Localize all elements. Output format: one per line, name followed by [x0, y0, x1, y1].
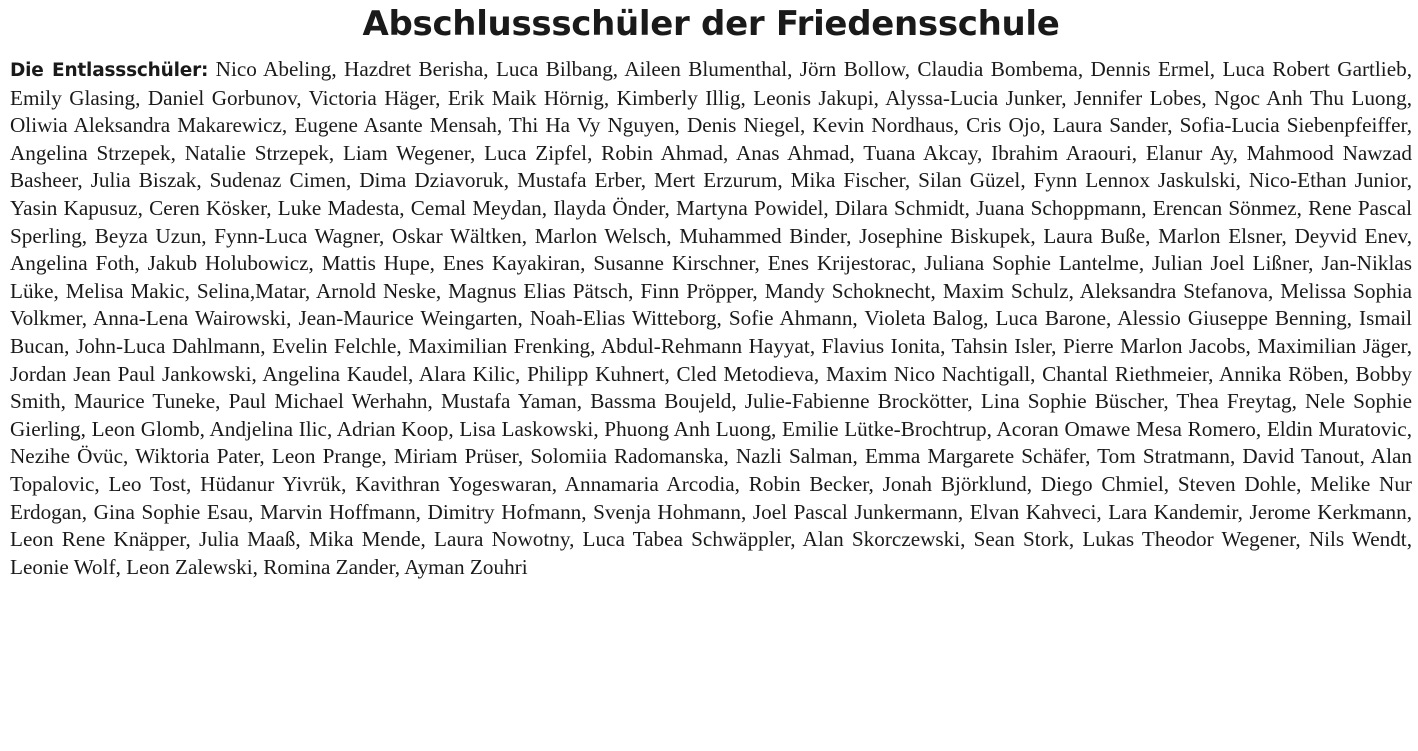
graduates-list: Nico Abeling, Hazdret Berisha, Luca Bilbang, Aileen Blumenthal, Jörn Bollow, Claudia Bombema, Dennis Ermel, Luca Robert Gartlieb, Emily Glasing, Daniel Gorbunov, Victoria Häger, Erik Maik Hörnig, Kimberly Illig, Leonis Jakupi, Alyssa-Lucia Junker, Jennifer Lobes, Ngoc Anh Thu Luong, Oliwia Aleksandra Makarewicz, Eugene Asante Mensah, Thi Ha Vy Nguyen, Denis Niegel, Kevin Nordhaus, Cris Ojo, Laura Sander, Sofia-Lucia Siebenpfeiffer, Angelina Strzepek, Natalie Strzepek, Liam Wegener, Luca Zipfel, Robin Ahmad, Anas Ahmad, Tuana Akcay, Ibrahim Araouri, Elanur Ay, Mahmood Nawzad Basheer, Julia Biszak, Sudenaz Cimen, Dima Dziavoruk, Mustafa Erber, Mert Erzurum, Mika Fischer, Silan Güzel, Fynn Lennox Jaskulski, Nico-Ethan Junior, Yasin Kapusuz, Ceren Kösker, Luke Madesta, Cemal Meydan, Ilayda Önder, Martyna Powidel, Dilara Schmidt, Juana Schoppmann, Erencan Sönmez, Rene Pascal Sperling, Beyza Uzun, Fynn-Luca Wagner, Oskar Wältken, Marlon Welsch, Muhammed Binder, Josephine Biskupek, Laura Buße, Marlon Elsner, Deyvid Enev, Angelina Foth, Jakub Holubowicz, Mattis Hupe, Enes Kayakiran, Susanne Kirschner, Enes Krijestorac, Juliana Sophie Lantelme, Julian Joel Lißner, Jan-Niklas Lüke, Melisa Makic, Selina,Matar, Arnold Neske, Magnus Elias Pätsch, Finn Pröpper, Mandy Schoknecht, Maxim Schulz, Aleksandra Stefanova, Melissa Sophia Volkmer, Anna-Lena Wairowski, Jean-Maurice Weingarten, Noah-Elias Witteborg, Sofie Ahmann, Violeta Balog, Luca Barone, Alessio Giuseppe Benning, Ismail Bucan, John-Luca Dahlmann, Evelin Felchle, Maximilian Frenking, Abdul-Rehmann Hayyat, Flavius Ionita, Tahsin Isler, Pierre Marlon Jacobs, Maximilian Jäger, Jordan Jean Paul Jankowski, Angelina Kaudel, Alara Kilic, Philipp Kuhnert, Cled Metodieva, Maxim Nico Nachtigall, Chantal Riethmeier, Annika Röben, Bobby Smith, Maurice Tuneke, Paul Michael Werhahn, Mustafa Yaman, Bassma Boujeld, Julie-Fabienne Brockötter, Lina Sophie Büscher, Thea Freytag, Nele Sophie Gierling, Leon Glomb, Andjelina Ilic, Adrian Koop, Lisa Laskowski, Phuong Anh Luong, Emilie Lütke-Brochtrup, Acoran Omawe Mesa Romero, Eldin Muratovic, Nezihe Övüc, Wiktoria Pater, Leon Prange, Miriam Prüser, Solomiia Radomanska, Nazli Salman, Emma Margarete Schäfer, Tom Stratmann, David Tanout, Alan Topalovic, Leo Tost, Hüdanur Yivrük, Kavithran Yogeswaran, Annamaria Arcodia, Robin Becker, Jonah Björklund, Diego Chmiel, Steven Dohle, Melike Nur Erdogan, Gina Sophie Esau, Marvin Hoffmann, Dimitry Hofmann, Svenja Hohmann, Joel Pascal Junkermann, Elvan Kahveci, Lara Kandemir, Jerome Kerkmann, Leon Rene Knäpper, Julia Maaß, Mika Mende, Laura Nowotny, Luca Tabea Schwäppler, Alan Skorczewski, Sean Stork, Lukas Theodor Wegener, Nils Wendt, Leonie Wolf, Leon Zalewski, Romina Zander, Ayman Zouhri: [10, 57, 1412, 579]
article-headline: Abschlussschüler der Friedensschule: [362, 4, 1060, 44]
article-body: [10, 56, 1412, 581]
lead-label: Die Entlassschüler:: [10, 60, 209, 81]
